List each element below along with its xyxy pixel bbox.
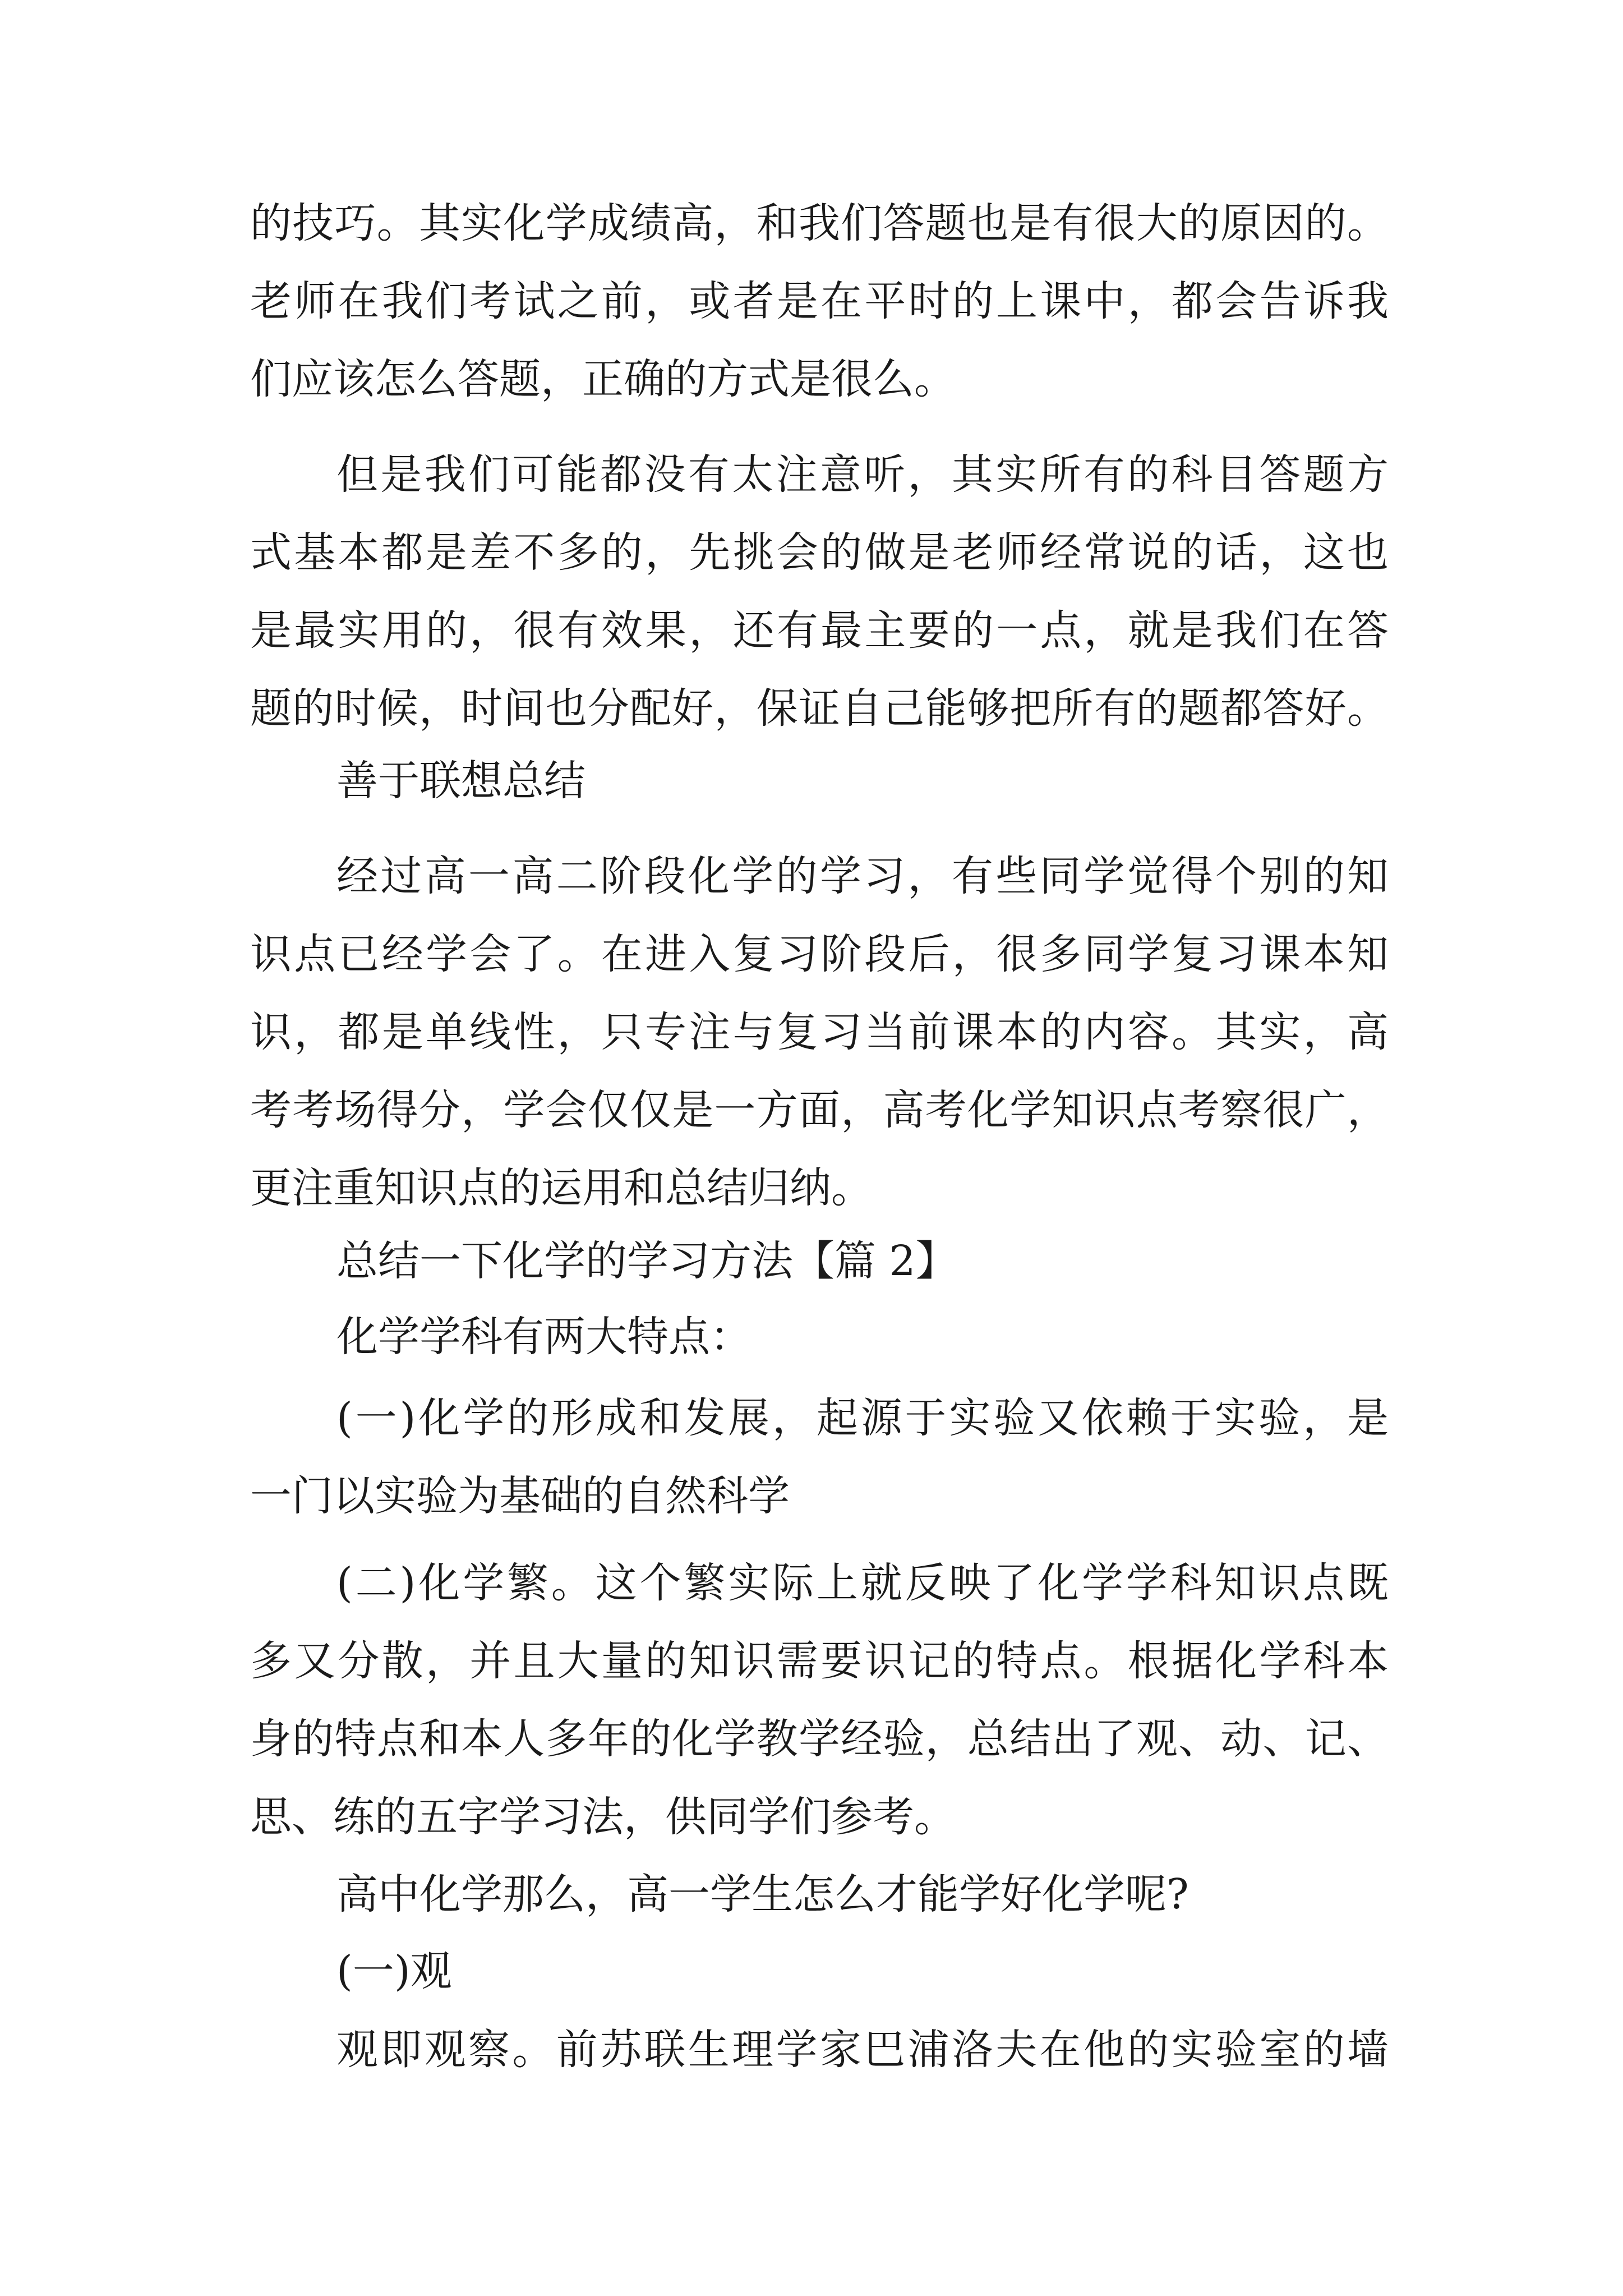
text-line: 经过高一高二阶段化学的学习，有些同学觉得个别的知 — [336, 852, 1389, 900]
section-heading: (一)观 — [336, 1947, 452, 1995]
text-line: 观即观察。前苏联生理学家巴浦洛夫在他的实验室的墙 — [336, 2026, 1389, 2074]
text-line: 考考场得分，学会仅仅是一方面，高考化学知识点考察很广， — [250, 1086, 1389, 1134]
text-line: 思、练的五字学习法，供同学们参考。 — [250, 1793, 956, 1841]
text-line: 们应该怎么答题，正确的方式是很么。 — [250, 355, 956, 403]
text-line: 身的特点和本人多年的化学教学经验，总结出了观、动、记、 — [250, 1715, 1389, 1763]
text-line: 式基本都是差不多的，先挑会的做是老师经常说的话，这也 — [250, 528, 1389, 577]
section-heading: 善于联想总结 — [336, 757, 585, 805]
text-line: 一门以实验为基础的自然科学 — [250, 1472, 790, 1520]
text-line: 题的时候，时间也分配好，保证自己能够把所有的题都答好。 — [250, 684, 1389, 733]
text-line: 多又分散，并且大量的知识需要识记的特点。根据化学科本 — [250, 1637, 1389, 1685]
text-line: 识点已经学会了。在进入复习阶段后，很多同学复习课本知 — [250, 930, 1389, 978]
text-line: 的技巧。其实化学成绩高，和我们答题也是有很大的原因的。 — [250, 199, 1389, 247]
section-heading: 总结一下化学的学习方法【篇 2】 — [336, 1237, 957, 1285]
text-line: 但是我们可能都没有太注意听，其实所有的科目答题方 — [336, 450, 1389, 499]
text-line: (二)化学繁。这个繁实际上就反映了化学学科知识点既 — [336, 1559, 1389, 1607]
text-line: 更注重知识点的运用和总结归纳。 — [250, 1164, 873, 1212]
text-line: 老师在我们考试之前，或者是在平时的上课中，都会告诉我 — [250, 277, 1389, 325]
text-line: 识，都是单线性，只专注与复习当前课本的内容。其实，高 — [250, 1008, 1389, 1056]
text-line: 高中化学那么，高一学生怎么才能学好化学呢? — [336, 1870, 1189, 1918]
text-line: (一)化学的形成和发展，起源于实验又依赖于实验，是 — [336, 1394, 1389, 1442]
text-line: 是最实用的，很有效果，还有最主要的一点，就是我们在答 — [250, 606, 1389, 655]
text-line: 化学学科有两大特点： — [336, 1313, 751, 1361]
